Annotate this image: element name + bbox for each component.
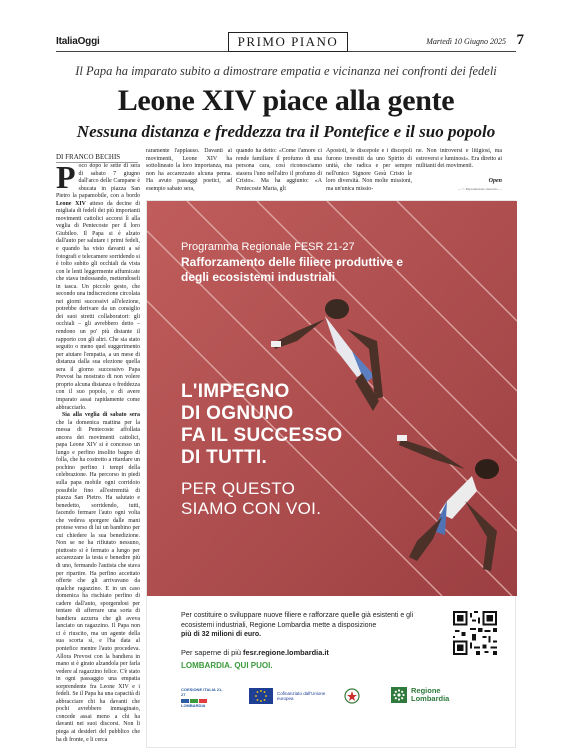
ad-body-sentence: Per costituire o sviluppare nuove filiere e rafforzare quelle già esistenti e gli ecosistemi industriali, Regione Lombardia mette a disposizione — [181, 612, 414, 629]
bold-text: Sia alla veglia di sabato sera — [62, 412, 140, 419]
advertisement — [146, 200, 516, 748]
article-column-3: quando ha detto: «Come l'amore ci rende familiare il profumo di una persona cara, così riconosciamo stasera l'uno nell'altro il profumo di Cristo». Ma ha aggiunto: «A Pentecoste Maria, gli — [236, 148, 322, 192]
bold-text: Leone XIV — [56, 200, 86, 207]
ad-funding-amount: più di 32 milioni di euro. — [181, 631, 262, 638]
paragraph-text: che la domenica mattina per la messa di Pentecoste affollata ancora dei movimenti cattolici, papa Leone XIV si è concesso un lungo e perfino insolito bagno di folla, che ha costretto a ritardare un pochino perfino i tempi della celebrazione. Ha percorso in piedi sulla papa mobile ogni corridoio possibile fino all'estremità di piazza San Pietro. Ha salutato e benedetto, sorridendo, tutti, facendo fermare l'auto ogni volta che vedeva sporgere dalle mani protese verso di lui un bambino per cui chiedere la sua benedizione. Non se ne ha rifiutato nessuno, piuttosto si è fermato a lungo per accarezzare la testa e benedire più di uno, fermando l'autista che stava per ripartire. Ha perfino accettato offerte che gli arrivavano da qualche ragazzino. E in un caso domenica ha rischiato perfino di cadere dall'auto, sporgendosi per tentare di afferrare una sorta di bandiera azzurra che gli aveva lanciato un ragazzino. Il Papa non ci è riuscito, ma un agente della sua scorta sì, e l'ha data al pontefice mentre l'auto procedeva. Allora Prevost con la bandiera in mano si è girato alzandola per farla vedere al ragazzino felice. C'è stato in ogni passaggio una empatia sorprendente fra Leone XIV e i fedeli. Se il Papa ha una capacità di abbracciare chi ha davanti che pochi avrebbero immaginato, concede assai meno a chi ha davanti nei suoi discorsi. Non li piega ai desideri del pubblico che ha di fronte, e li cerca — [56, 419, 140, 743]
ad-body-text — [181, 611, 436, 640]
rl-line-2: Lombardia — [411, 694, 450, 703]
slogan-line: DI TUTTI. — [181, 447, 268, 468]
slogan-line: SIAMO CON VOI. — [181, 499, 322, 518]
drop-cap: P — [56, 163, 76, 195]
article-column-1 — [56, 163, 140, 747]
ad-more-info — [181, 648, 436, 657]
ad-website-link[interactable]: fesr.regione.lombardia.it — [243, 648, 329, 657]
regione-lombardia-mark-icon — [391, 687, 407, 703]
ad-slogan — [181, 381, 381, 469]
eu-cofunded-logo — [249, 687, 337, 705]
eu-logo-text: Cofinanziato dall'Unione europea — [277, 690, 326, 701]
ad-photo-athletes — [147, 201, 517, 596]
slogan-line: L'IMPEGNO — [181, 381, 290, 402]
issue-date: Martedì 10 Giugno 2025 — [426, 37, 506, 46]
slogan-line: DI OGNUNO — [181, 403, 294, 424]
newspaper-logo: ItaliaOggi — [56, 36, 100, 47]
ad-tagline: LOMBARDIA. QUI PUOI. — [181, 661, 273, 670]
ad-logo-strip — [181, 685, 481, 709]
slogan-line: PER QUESTO — [181, 479, 296, 498]
paragraph-text: atteso da decine di migliaia di fedeli dei più importanti movimenti cattolici accorsi lì alla veglia di Pentecoste per il loro Giubileo. Il Papa si è alzato dall'auto per salutare i primi fedeli, e quando ha visto davanti a sé fotografi e telecamere sorridendo si è tolto subito gli occhiali da vista con le lenti leggermente affumicate che stava indossando, mettendoseli in tasca. Un piccolo gesto, che secondo una indiscrezione circolata nei giorni successivi all'elezione, potrebbe derivare da un consiglio dei suoi stretti collaboratori: gli occhiali – gli avrebbero detto – rendono un po' più distante il rapporto con gli altri. Che sia stato seguito o meno quel suggerimento per aiutare l'empatia, a un mese di distanza dalla sua elezione quella sera il giorno successivo Papa Prevost ha mostrato di non volere proprio alcuna distanza o freddezza con il suo popolo, e di avere imparato assai rapidamente come abbracciarlo. — [56, 200, 140, 411]
article-kicker: Il Papa ha imparato subito a dimostrare empatia e vicinanza nei confronti dei fedeli — [75, 64, 497, 78]
article-subhead: Nessuna distanza e freddezza tra il Pontefice e il suo popolo — [76, 122, 496, 141]
masthead — [56, 32, 524, 56]
article-column-5: ne. Non introversi e litigiosi, ma estroversi e luminosi». Era diretto ai militanti dei movimenti. — [416, 148, 502, 170]
copyright-note: — © Riproduzione riservata — — [457, 187, 502, 191]
section-label: PRIMO PIANO — [228, 32, 348, 52]
paragraph — [56, 163, 140, 412]
slogan-line: FA IL SUCCESSO — [181, 425, 343, 446]
article-headline: Leone XIV piace alla gente — [117, 84, 455, 117]
more-info-label: Per saperne di più — [181, 648, 241, 657]
article-byline: DI FRANCO BECHIS — [56, 153, 138, 163]
ad-program-name: Programma Regionale FESR 21-27 — [181, 241, 355, 253]
article-column-4: Apostoli, le discepole e i discepoli furono investiti da uno Spirito di unità, che radica e per sempre nell'unico Signore Gesù Cristo le loro diversità. Non molte missioni, ma un'unica missio- — [326, 148, 412, 192]
coesione-logo-text: COESIONE ITALIA 21-27 — [181, 687, 223, 697]
paragraph — [56, 412, 140, 744]
paragraph-text: oco dopo le sette di sera di sabato 7 giugno dall'arco delle Campane è sbucata in piazza San Pietro la papamobile, con a bordo — [56, 163, 140, 200]
regione-lombardia-text — [411, 687, 449, 703]
page-number: 7 — [516, 32, 524, 48]
coesione-logo-subtext: LOMBARDIA — [181, 703, 206, 708]
article-signoff: Open — [488, 178, 502, 184]
article-column-2: raramente l'applauso. Davanti ai movimenti, Leone XIV ha sottolineato la loro importanza, ma non ha accarezzato alcuna penna. Ha avuto passaggi poetici, ad esempio sabato sera, — [146, 148, 232, 192]
eu-flag-icon — [249, 688, 273, 704]
ad-slogan-secondary — [181, 479, 381, 519]
italian-republic-emblem-icon — [344, 688, 360, 704]
qr-code-icon[interactable] — [453, 611, 497, 655]
rl-line-1: Regione — [411, 686, 441, 695]
coesione-italia-logo — [181, 687, 223, 708]
ad-program-title: Rafforzamento delle filiere produttive e degli ecosistemi industriali — [181, 255, 404, 284]
regione-lombardia-logo — [391, 687, 449, 703]
